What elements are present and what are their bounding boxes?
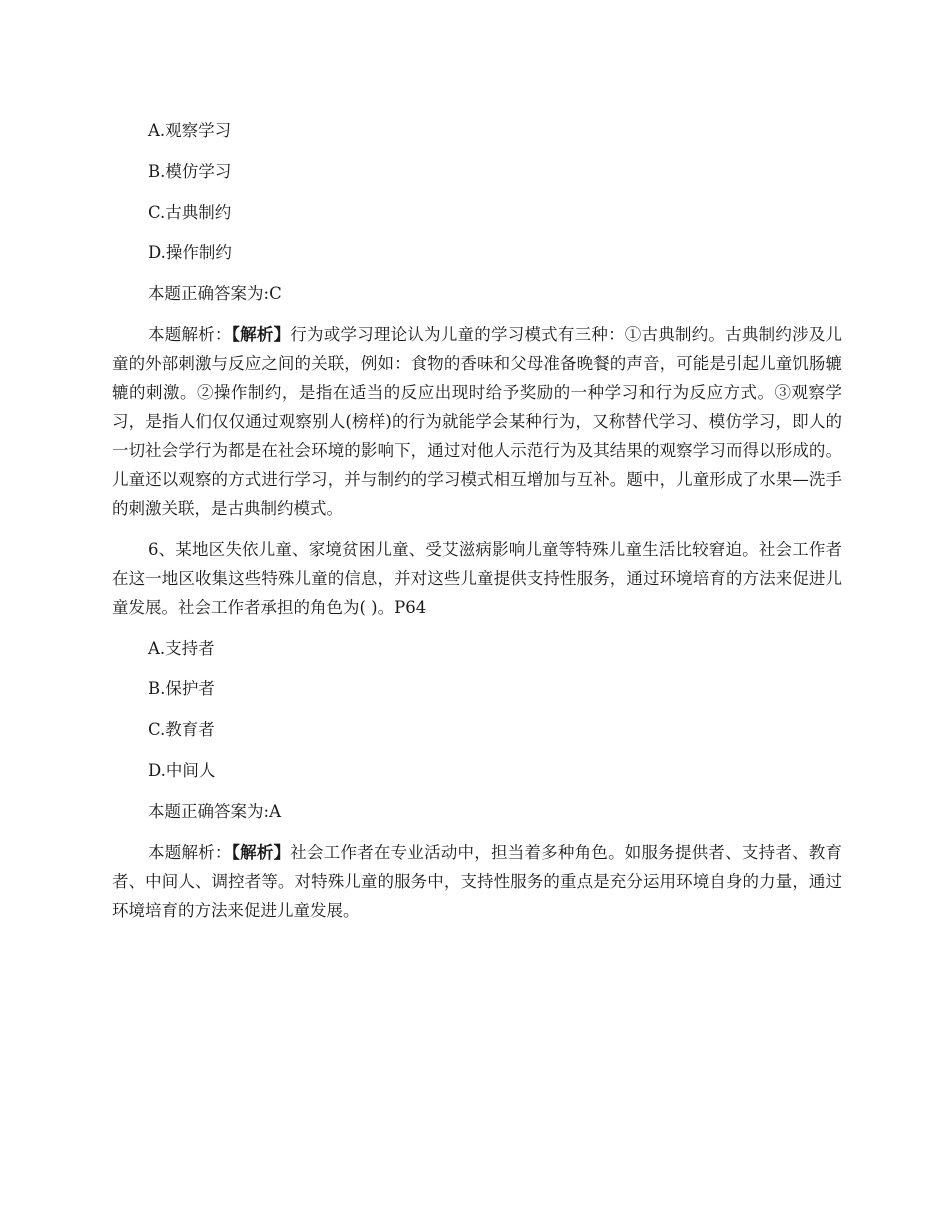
option-letter: A. bbox=[148, 638, 166, 658]
explanation-tag: 【解析】 bbox=[231, 842, 291, 862]
page-content bbox=[112, 116, 842, 936]
answer-label: 本题正确答案为: bbox=[148, 284, 270, 304]
option-text: 观察学习 bbox=[165, 121, 232, 140]
explanation-text: 社会工作者在专业活动中，担当着多种角色。如服务提供者、支持者、教育者、中间人、调控者等。对特殊儿童的服务中，支持性服务的重点是充分运用环境自身的力量，通过环境培育的方法来促进儿童发展。 bbox=[112, 842, 843, 920]
option-text: 中间人 bbox=[165, 760, 216, 780]
option-text: 古典制约 bbox=[165, 202, 232, 222]
q5-option-b bbox=[112, 157, 842, 186]
q6-explanation bbox=[112, 838, 842, 925]
q6-option-a bbox=[112, 634, 842, 663]
explanation-label: 本题解析： bbox=[148, 324, 232, 344]
explanation-text: 行为或学习理论认为儿童的学习模式有三种：①古典制约。古典制约涉及儿童的外部刺激与反应之间的关联，例如：食物的香味和父母准备晚餐的声音，可能是引起儿童饥肠辘辘的刺激。②操作制约，是指在适当的反应出现时给予奖励的一种学习和行为反应方式。③观察学习，是指人们仅仅通过观察别人(榜样)的行为就能学会某种行为，又称替代学习、模仿学习，即人的一切社会学行为都是在社会环境的影响下，通过对他人示范行为及其结果的观察学习而得以形成的。儿童还以观察的方式进行学习，并与制约的学习模式相互增加与互补。题中，儿童形成了水果—洗手的刺激关联，是古典制约模式。 bbox=[112, 324, 843, 518]
answer-value: C bbox=[269, 284, 282, 304]
option-letter: B. bbox=[148, 161, 166, 181]
explanation-tag: 【解析】 bbox=[231, 324, 291, 344]
q6-option-c bbox=[112, 715, 842, 744]
option-letter: B. bbox=[148, 679, 166, 699]
question-number: 6、 bbox=[148, 539, 176, 559]
q5-option-d bbox=[112, 238, 842, 267]
option-text: 支持者 bbox=[165, 638, 215, 658]
question-text: 某地区失依儿童、家境贫困儿童、受艾滋病影响儿童等特殊儿童生活比较窘迫。社会工作者在这一地区收集这些特殊儿童的信息，并对这些儿童提供支持性服务，通过环境培育的方法来促进儿童发展。社会工作者承担的角色为( )。P64 bbox=[112, 539, 843, 617]
q6-stem bbox=[112, 535, 842, 622]
option-text: 操作制约 bbox=[165, 243, 232, 263]
option-letter: A. bbox=[148, 121, 166, 140]
q5-option-c bbox=[112, 198, 842, 227]
q6-answer bbox=[112, 797, 842, 826]
answer-value: A bbox=[269, 801, 281, 821]
explanation-label: 本题解析： bbox=[148, 842, 232, 862]
option-letter: D. bbox=[148, 760, 166, 780]
q6-option-d bbox=[112, 756, 842, 785]
option-letter: C. bbox=[148, 720, 166, 740]
option-text: 模仿学习 bbox=[165, 161, 232, 181]
q5-answer bbox=[112, 279, 842, 308]
option-text: 保护者 bbox=[165, 679, 215, 699]
q5-explanation bbox=[112, 320, 842, 523]
answer-label: 本题正确答案为: bbox=[148, 801, 270, 821]
option-text: 教育者 bbox=[165, 720, 215, 740]
q5-option-a bbox=[112, 116, 842, 145]
option-letter: C. bbox=[148, 202, 166, 222]
option-letter: D. bbox=[148, 243, 166, 263]
q6-option-b bbox=[112, 674, 842, 703]
